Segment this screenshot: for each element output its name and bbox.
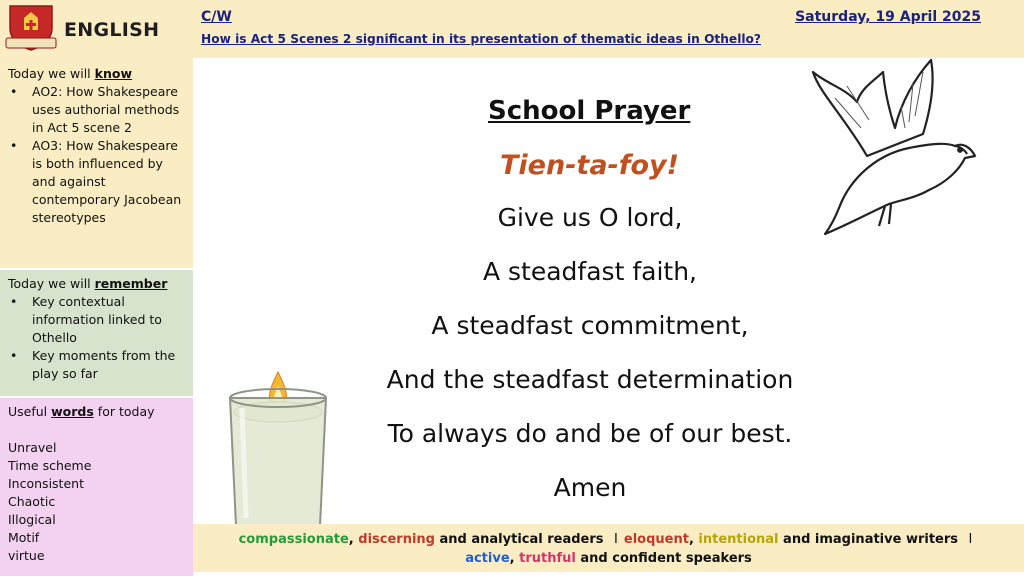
list-item: • AO2: How Shakespeare uses authorial methods in Act 5 scene 2 (8, 83, 187, 137)
objectives-remember-panel (0, 270, 193, 396)
objectives-know-panel (0, 60, 193, 268)
lesson-header (193, 0, 1024, 58)
prayer-line: A steadfast commitment, (431, 311, 749, 340)
lesson-date: Saturday, 19 April 2025 (795, 9, 981, 25)
prayer-line: A steadfast faith, (482, 257, 697, 286)
prayer-title: School Prayer (488, 96, 691, 126)
list-item: Chaotic (8, 494, 56, 509)
list-item: Time scheme (8, 458, 92, 473)
subject-title: ENGLISH (64, 19, 160, 41)
dove-icon (805, 58, 980, 238)
words-heading: Useful words for today (8, 404, 155, 419)
list-item: virtue (8, 548, 45, 563)
vocabulary-list (8, 439, 187, 565)
know-keyword: know (94, 66, 132, 81)
prayer-line: And the steadfast determination (386, 365, 794, 394)
prayer-line: To always do and be of our best. (387, 419, 793, 448)
list-item: • Key moments from the play so far (8, 347, 187, 383)
values-line-2: active, truthful and confident speakers (465, 551, 752, 566)
know-heading: Today we will know (8, 66, 132, 81)
list-item: Motif (8, 530, 40, 545)
list-item: • AO3: How Shakespeare is both influenced by and against contemporary Jacobean stereotypes (8, 137, 187, 227)
list-item: Unravel (8, 440, 57, 455)
candle-icon (222, 368, 334, 536)
classwork-label: C/W (201, 9, 232, 25)
prayer-line: Amen (553, 473, 627, 502)
list-item: • Key contextual information linked to Othello (8, 293, 187, 347)
lesson-question: How is Act 5 Scenes 2 significant in its presentation of thematic ideas in Othello? (201, 32, 762, 46)
values-line-1: compassionate, discerning and analytical readers I eloquent, intentional and imaginative writers I (238, 532, 973, 547)
remember-heading: Today we will remember (8, 276, 168, 291)
school-crest-icon (4, 2, 58, 52)
list-item: Inconsistent (8, 476, 84, 491)
useful-words-panel (0, 398, 193, 576)
list-item: Illogical (8, 512, 56, 527)
school-motto: Tien-ta-foy! (500, 150, 679, 181)
words-keyword: words (51, 404, 94, 419)
brand-header (0, 0, 193, 60)
remember-keyword: remember (94, 276, 168, 291)
prayer-line: Give us O lord, (497, 203, 683, 232)
school-values-footer (193, 524, 1024, 572)
